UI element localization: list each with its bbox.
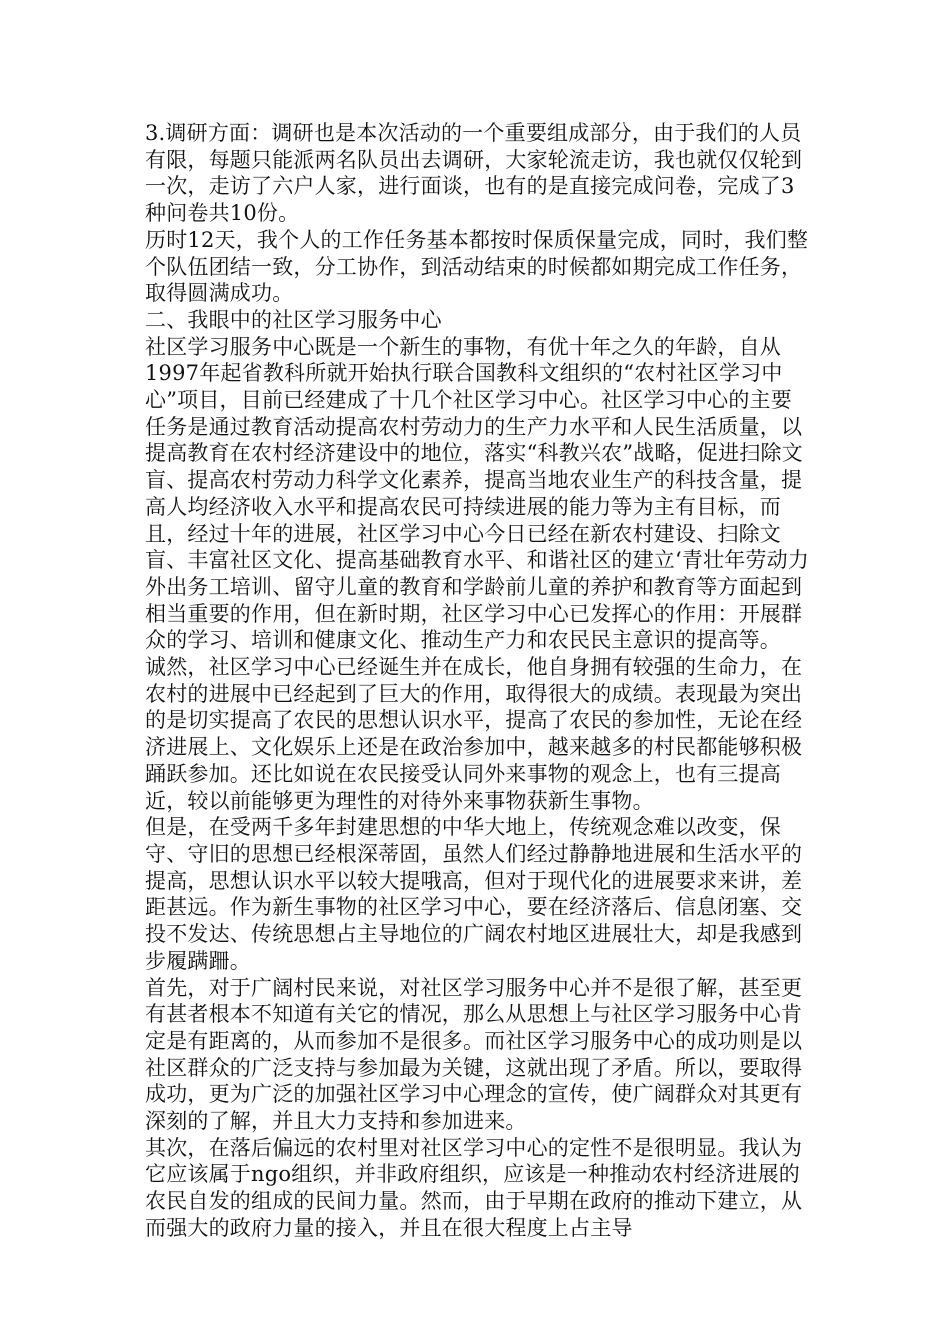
paragraph-first-point: 首先，对于广阔村民来说，对社区学习服务中心并不是很了解，甚至更有甚者根本不知道有关它的情况，那么从思想上与社区学习服务中心肯定是有距离的，从而参加不是很多。而社区学习服务中心的成功则是以社区群众的广泛支持与参加最为关键，这就出现了矛盾。所以，要取得成功，更为广泛的加强社区学习中心理念的宣传，使广阔群众对其更有深刻的了解，并且大力支持和参加进来。 <box>145 975 803 1134</box>
paragraph-research: 3.调研方面：调研也是本次活动的一个重要组成部分，由于我们的人员有限，每题只能派两名队员出去调研，大家轮流走访，我也就仅仅轮到一次，走访了六户人家，进行面谈，也有的是直接完成问卷，完成了3种问卷共10份。 <box>145 121 803 226</box>
paragraph-challenges: 但是，在受两千多年封建思想的中华大地上，传统观念难以改变，保守、守旧的思想已经根深蒂固，虽然人们经过静静地进展和生活水平的提高，思想认识水平以较大提哦高，但对于现代化的进展要求来讲，差距甚远。作为新生事物的社区学习中心，要在经济落后、信息闭塞、交投不发达、传统思想占主导地位的广阔农村地区进展壮大，却是我感到步履蹒跚。 <box>145 815 803 973</box>
paragraph-duration: 历时12天，我个人的工作任务基本都按时保质保量完成，同时，我们整个队伍团结一致，分工协作，到活动结束的时候都如期完成工作任务，取得圆满成功。 <box>145 227 809 306</box>
paragraph-center-intro: 社区学习服务中心既是一个新生的事物，有优十年之久的年龄，自从1997年起省教科所就开始执行联合国教科文组织的“农村社区学习中心”项目，目前已经建成了十几个社区学习中心。社区学习中心的主要任务是通过教育活动提高农村劳动力的生产力水平和人民生活质量，以提高教育在农村经济建设中的地位，落实“科教兴农”战略，促进扫除文盲、提高农村劳动力科学文化素养，提高当地农业生产的科技含量，提高人均经济收入水平和提高农民可持续进展的能力等为主有目标，而且，经过十年的进展，社区学习中心今日已经在新农村建设、扫除文盲、丰富社区文化、提高基础教育水平、和谐社区的建立‘青壮年劳动力外出务工培训、留守儿童的教育和学龄前儿童的养护和教育等方面起到相当重要的作用，但在新时期，社区学习中心已发挥心的作用：开展群众的学习、培训和健康文化、推动生产力和农民民主意识的提高等。 <box>145 334 810 653</box>
document-body <box>145 120 810 1242</box>
section-heading: 二、我眼中的社区学习服务中心 <box>145 307 442 332</box>
paragraph-second-point: 其次，在落后偏远的农村里对社区学习中心的定性不是很明显。我认为它应该属于ngo组织，并非政府组织，应该是一种推动农村经济进展的农民自发的组成的民间力量。然而，由于早期在政府的推动下建立，从而强大的政府力量的接入，并且在很大程度上占主导 <box>145 1135 803 1240</box>
paragraph-achievements: 诚然，社区学习中心已经诞生并在成长，他自身拥有较强的生命力，在农村的进展中已经起到了巨大的作用，取得很大的成绩。表现最为突出的是切实提高了农民的思想认识水平，提高了农民的参加性，无论在经济进展上、文化娱乐上还是在政治参加中，越来越多的村民都能够积极踊跃参加。还比如说在农民接受认同外来事物的观念上，也有三提高近，较以前能够更为理性的对待外来事物获新生事物。 <box>145 655 803 813</box>
